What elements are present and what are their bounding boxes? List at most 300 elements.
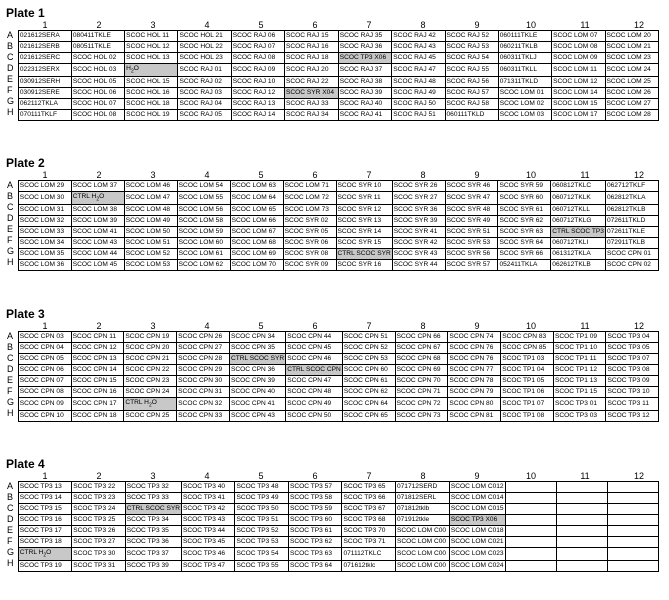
well-cell: SCOC TP3 49 [235, 493, 288, 504]
well-cell [505, 482, 556, 493]
well-cell: SCOC LOM 31 [18, 205, 71, 216]
well-cell: SCOC TP3 39 [125, 561, 181, 572]
well-cell: SCOC CPN 26 [177, 332, 230, 343]
well-cell: SCOC TP3 58 [288, 493, 341, 504]
well-cell: SCOC CPN 76 [448, 343, 501, 354]
table-row [18, 493, 658, 504]
well-cell: SCOC LOM 73 [283, 205, 336, 216]
table-row [18, 332, 658, 343]
well-cell: SCOC RAJ 36 [338, 42, 392, 53]
well-cell: SCOC TP3 45 [182, 537, 235, 548]
well-cell: SCOC CPN 28 [177, 354, 230, 365]
well-cell: SCOC LOM 53 [124, 260, 177, 271]
column-number: 7 [366, 321, 372, 331]
row-label: E [7, 375, 14, 385]
well-cell: SCOC TP3 24 [72, 504, 125, 515]
well-cell: SCOC RAJ 47 [392, 64, 445, 77]
well-cell: SCOC TP1 15 [554, 387, 606, 398]
well-cell: SCOC SYR 27 [392, 192, 445, 205]
well-cell: 071712SERD [395, 482, 449, 493]
well-cell: SCOC RAJ 10 [231, 77, 284, 88]
well-cell: SCOC HOL 12 [125, 42, 178, 53]
well-cell [556, 515, 607, 526]
well-cell: 052411TKLA [498, 260, 551, 271]
well-cell: SCOC LOM 54 [177, 181, 230, 192]
well-cell: SCOC CPN 66 [395, 332, 448, 343]
column-number: 1 [42, 471, 48, 481]
table-row [18, 216, 658, 227]
well-cell: SCOC TP3 X06 [449, 515, 505, 526]
well-cell: SCOC CPN 15 [71, 376, 124, 387]
well-cell: 060812TKLC [551, 181, 606, 192]
well-cell: SCOC TP3 57 [288, 482, 341, 493]
well-cell: SCOC RAJ 56 [445, 77, 498, 88]
well-cell: SCOC LOM 17 [552, 110, 605, 121]
table-row [18, 99, 658, 110]
row-label: D [7, 213, 14, 223]
well-cell: 062712TKLF [605, 181, 658, 192]
well-cell: SCOC LOM C00 [395, 537, 449, 548]
column-number: 10 [525, 170, 536, 180]
well-cell: SCOC RAJ 41 [338, 110, 392, 121]
well-cell: SCOC CPN 34 [229, 332, 285, 343]
column-number: 1 [42, 170, 48, 180]
well-cell: SCOC LOM 20 [605, 31, 659, 42]
well-cell: SCOC TP3 26 [72, 526, 125, 537]
well-cell [505, 493, 556, 504]
well-cell: SCOC LOM 29 [18, 181, 71, 192]
table-row [18, 561, 658, 572]
well-cell: SCOC LOM 14 [552, 88, 605, 99]
well-cell: SCOC CPN 16 [71, 387, 124, 398]
well-cell [556, 537, 607, 548]
well-cell: 062812TKLA [605, 192, 658, 205]
well-cell: SCOC LOM C012 [449, 482, 505, 493]
well-cell: SCOC SYR 16 [336, 260, 392, 271]
well-cell: SCOC LOM 47 [124, 192, 177, 205]
well-cell: SCOC HOL 23 [178, 53, 231, 64]
well-cell: SCOC TP3 63 [288, 548, 341, 561]
well-cell: SCOC RAJ 54 [445, 53, 498, 64]
well-cell: SCOC RAJ 12 [231, 88, 284, 99]
well-cell [505, 561, 556, 572]
well-cell: SCOC CPN 80 [448, 398, 501, 411]
row-label: H [7, 408, 14, 418]
well-cell: SCOC TP3 43 [182, 515, 235, 526]
well-cell: 030912SERH [18, 77, 71, 88]
table-row [18, 398, 658, 411]
well-cell: SCOC HOL 13 [125, 53, 178, 64]
well-cell: 072911TKLB [605, 238, 658, 249]
well-cell: SCOC TP1 07 [501, 398, 554, 411]
plate-grid [18, 30, 659, 121]
column-number: 11 [580, 321, 590, 331]
well-cell: SCOC TP3 08 [606, 365, 659, 376]
well-cell: SCOC LOM 07 [552, 31, 605, 42]
well-cell: SCOC LOM 52 [124, 249, 177, 260]
well-cell: SCOC TP1 10 [554, 343, 606, 354]
well-cell: SCOC TP3 09 [606, 376, 659, 387]
row-label: C [7, 503, 14, 513]
table-row [18, 238, 658, 249]
well-cell: SCOC TP3 59 [288, 504, 341, 515]
well-cell: SCOC LOM 70 [230, 260, 283, 271]
well-cell: SCOC CPN 62 [342, 387, 395, 398]
plate-title: Plate 4 [6, 457, 45, 471]
well-cell: CTRL SCOC TP3 [551, 227, 606, 238]
well-cell: SCOC TP1 12 [554, 365, 606, 376]
well-cell: SCOC CPN 73 [395, 411, 448, 422]
well-cell: SCOC CPN 83 [501, 332, 554, 343]
well-cell: 021612SERB [18, 42, 71, 53]
well-cell: SCOC LOM 44 [71, 249, 124, 260]
column-number: 12 [633, 321, 644, 331]
table-row [18, 88, 658, 99]
well-cell: SCOC TP3 65 [342, 482, 395, 493]
well-cell: SCOC LOM 02 [498, 99, 551, 110]
well-cell: SCOC RAJ 01 [178, 64, 231, 77]
row-label: B [7, 492, 14, 502]
well-cell: SCOC LOM 45 [71, 260, 124, 271]
well-cell: 022312SERX [18, 64, 71, 77]
well-cell: SCOC TP3 31 [72, 561, 125, 572]
well-cell: SCOC HOL 18 [125, 99, 178, 110]
well-cell [607, 526, 658, 537]
table-row [18, 376, 658, 387]
column-number: 3 [150, 170, 156, 180]
table-row [18, 64, 658, 77]
row-label: C [7, 202, 14, 212]
row-label: B [7, 41, 14, 51]
table-row [18, 354, 658, 365]
well-cell: SCOC CPN 40 [229, 387, 285, 398]
well-cell: SCOC TP3 48 [235, 482, 288, 493]
row-labels [6, 481, 18, 572]
well-cell: SCOC CPN 79 [448, 387, 501, 398]
well-cell: SCOC CPN 31 [177, 387, 230, 398]
column-number: 11 [580, 20, 590, 30]
well-cell: SCOC SYR 10 [336, 181, 392, 192]
well-cell: SCOC SYR 51 [445, 227, 498, 238]
well-cell: SCOC RAJ 07 [231, 42, 284, 53]
table-row [18, 482, 658, 493]
well-cell: SCOC LOM 67 [230, 227, 283, 238]
well-cell: SCOC CPN 30 [177, 376, 230, 387]
table-row [18, 365, 658, 376]
well-cell: SCOC CPN 27 [177, 343, 230, 354]
well-cell: SCOC TP3 04 [606, 332, 659, 343]
well-cell: SCOC TP3 64 [288, 561, 341, 572]
well-cell: SCOC LOM 39 [71, 216, 124, 227]
well-cell: SCOC TP3 16 [18, 515, 71, 526]
well-cell: SCOC SYR 43 [392, 249, 445, 260]
well-cell: SCOC LOM 59 [177, 227, 230, 238]
well-cell: SCOC TP3 68 [342, 515, 395, 526]
table-row [18, 387, 658, 398]
well-cell: SCOC CPN 10 [18, 411, 71, 422]
well-cell: SCOC SYR 62 [498, 216, 551, 227]
well-cell: SCOC TP3 27 [72, 537, 125, 548]
column-header [18, 321, 659, 331]
well-cell: SCOC LOM 11 [552, 64, 605, 77]
well-cell: SCOC SYR 64 [498, 238, 551, 249]
well-cell: SCOC TP3 70 [342, 526, 395, 537]
column-number: 9 [474, 471, 480, 481]
column-number: 10 [525, 20, 536, 30]
well-cell: SCOC RAJ 02 [178, 77, 231, 88]
well-cell: SCOC HOL 15 [125, 77, 178, 88]
column-number: 10 [525, 321, 536, 331]
well-cell: SCOC LOM 34 [18, 238, 71, 249]
well-cell: SCOC TP3 36 [125, 537, 181, 548]
well-cell: SCOC CPN 53 [342, 354, 395, 365]
plate-4 [6, 457, 659, 572]
well-cell: SCOC RAJ 57 [445, 88, 498, 99]
well-cell: SCOC SYR 60 [498, 192, 551, 205]
column-number: 12 [633, 170, 644, 180]
well-cell: SCOC RAJ 52 [445, 31, 498, 42]
well-cell: SCOC CPN 65 [342, 411, 395, 422]
well-cell: SCOC CPN 69 [395, 365, 448, 376]
table-row [18, 77, 658, 88]
row-label: G [7, 246, 15, 256]
well-cell: SCOC CPN 85 [501, 343, 554, 354]
well-cell: SCOC CPN 22 [124, 365, 177, 376]
row-label: C [7, 52, 14, 62]
row-label: H [7, 107, 14, 117]
well-cell: SCOC SYR 05 [283, 227, 336, 238]
well-cell: SCOC CPN 09 [18, 398, 71, 411]
well-cell: SCOC TP1 04 [501, 365, 554, 376]
column-number: 3 [150, 321, 156, 331]
well-cell: SCOC LOM 35 [18, 249, 71, 260]
well-cell [607, 504, 658, 515]
well-cell: SCOC TP3 X06 [338, 53, 392, 64]
well-cell: SCOC LOM 28 [605, 110, 659, 121]
row-label: G [7, 96, 15, 106]
well-cell: SCOC RAJ 50 [392, 99, 445, 110]
well-cell: SCOC LOM C00 [395, 561, 449, 572]
well-cell: SCOC LOM 46 [124, 181, 177, 192]
column-number: 8 [420, 170, 426, 180]
well-cell: SCOC LOM 48 [124, 205, 177, 216]
well-cell: CTRL $H_2O$ [124, 398, 177, 411]
well-cell: SCOC LOM 64 [230, 192, 283, 205]
well-cell: SCOC TP3 62 [288, 537, 341, 548]
well-cell: SCOC CPN 67 [395, 343, 448, 354]
row-label: E [7, 224, 14, 234]
well-cell: SCOC HOL 05 [71, 77, 124, 88]
well-cell: SCOC CPN 72 [395, 398, 448, 411]
well-cell: SCOC CPN 81 [448, 411, 501, 422]
well-cell: SCOC CPN 13 [71, 354, 124, 365]
well-cell: SCOC SYR 42 [392, 238, 445, 249]
well-cell: CTRL SCOC SYR [229, 354, 285, 365]
well-cell: SCOC SYR 57 [445, 260, 498, 271]
well-cell: SCOC RAJ 35 [338, 31, 392, 42]
well-cell: SCOC LOM 27 [605, 99, 659, 110]
well-cell: SCOC SYR 02 [283, 216, 336, 227]
table-row [18, 181, 658, 192]
well-cell: SCOC HOL 02 [71, 53, 124, 64]
well-cell: SCOC CPN 49 [286, 398, 343, 411]
row-label: A [7, 180, 14, 190]
well-cell: SCOC LOM 66 [230, 216, 283, 227]
well-cell: SCOC LOM 58 [177, 216, 230, 227]
well-cell: SCOC CPN 64 [342, 398, 395, 411]
table-row [18, 411, 658, 422]
well-cell: 071112TKLC [342, 548, 395, 561]
well-cell: $H_2O$ [125, 64, 178, 77]
well-cell: SCOC LOM 21 [605, 42, 659, 53]
well-cell: 072611TKLE [605, 227, 658, 238]
well-cell: 060712TKLL [551, 205, 606, 216]
row-label: F [7, 536, 13, 546]
column-header [18, 170, 659, 180]
well-cell: SCOC LOM 43 [71, 238, 124, 249]
well-cell: 070111TKLF [18, 110, 71, 121]
well-cell: SCOC CPN 77 [448, 365, 501, 376]
well-cell: SCOC LOM C021 [449, 537, 505, 548]
well-cell: SCOC RAJ 05 [178, 110, 231, 121]
well-cell: SCOC CPN 35 [229, 343, 285, 354]
well-cell: SCOC TP3 19 [18, 561, 71, 572]
well-cell: SCOC SYR 53 [445, 238, 498, 249]
well-cell: SCOC TP3 50 [235, 504, 288, 515]
well-cell: SCOC SYR 61 [498, 205, 551, 216]
well-cell: SCOC LOM 32 [18, 216, 71, 227]
row-label: B [7, 191, 14, 201]
well-cell: SCOC LOM 71 [283, 181, 336, 192]
row-label: G [7, 397, 15, 407]
well-cell: SCOC TP3 03 [554, 411, 606, 422]
well-cell: SCOC CPN 17 [71, 398, 124, 411]
well-cell [556, 548, 607, 561]
well-cell: CTRL $H_2O$ [18, 548, 71, 561]
well-cell: SCOC SYR 39 [392, 216, 445, 227]
well-cell: SCOC LOM 12 [552, 77, 605, 88]
column-number: 5 [258, 20, 264, 30]
column-number: 4 [204, 471, 210, 481]
column-number: 8 [420, 20, 426, 30]
well-cell: SCOC TP3 33 [125, 493, 181, 504]
well-cell: SCOC HOL 16 [125, 88, 178, 99]
column-number: 12 [633, 471, 644, 481]
column-number: 5 [258, 471, 264, 481]
row-label: G [7, 547, 15, 557]
well-cell: 021612SERA [18, 31, 71, 42]
well-cell: 060712TKLI [551, 238, 606, 249]
well-cell: SCOC SYR X04 [284, 88, 338, 99]
column-number: 1 [42, 20, 48, 30]
well-cell: SCOC RAJ 20 [284, 64, 338, 77]
well-cell: SCOC CPN 43 [229, 411, 285, 422]
well-cell: 062612TKLB [551, 260, 606, 271]
column-number: 7 [366, 471, 372, 481]
well-cell: SCOC SYR 09 [283, 260, 336, 271]
row-label: A [7, 30, 14, 40]
table-row [18, 31, 658, 42]
well-cell: SCOC SYR 15 [336, 238, 392, 249]
well-cell: SCOC TP3 15 [18, 504, 71, 515]
row-label: A [7, 331, 14, 341]
well-cell: SCOC LOM 33 [18, 227, 71, 238]
well-cell: SCOC TP1 08 [501, 411, 554, 422]
well-cell: SCOC LOM 37 [71, 181, 124, 192]
well-cell: SCOC CPN 11 [71, 332, 124, 343]
well-cell: SCOC HOL 06 [71, 88, 124, 99]
well-cell: SCOC LOM 62 [177, 260, 230, 271]
well-cell: SCOC SYR 41 [392, 227, 445, 238]
well-cell: SCOC CPN 52 [342, 343, 395, 354]
well-cell: SCOC RAJ 08 [231, 53, 284, 64]
well-cell: SCOC RAJ 16 [284, 42, 338, 53]
well-cell: 060111TKLD [445, 110, 498, 121]
column-number: 2 [96, 170, 102, 180]
well-cell: SCOC SYR 63 [498, 227, 551, 238]
column-number: 3 [150, 471, 156, 481]
plate-title: Plate 3 [6, 307, 45, 321]
well-cell: SCOC CPN 03 [18, 332, 71, 343]
column-number: 9 [474, 321, 480, 331]
well-cell: SCOC LOM 23 [605, 53, 659, 64]
well-cell: CTRL SCOC SYR [125, 504, 181, 515]
well-cell: SCOC CPN 32 [177, 398, 230, 411]
well-cell: SCOC TP3 23 [72, 493, 125, 504]
well-cell: SCOC TP3 37 [125, 548, 181, 561]
row-labels [6, 180, 18, 271]
well-cell: SCOC TP1 13 [554, 376, 606, 387]
well-cell: SCOC TP3 30 [72, 548, 125, 561]
row-label: H [7, 257, 14, 267]
table-row [18, 343, 658, 354]
well-cell: SCOC SYR 59 [498, 181, 551, 192]
well-cell: 060712TKLK [551, 192, 606, 205]
well-cell: SCOC TP3 34 [125, 515, 181, 526]
well-cell: SCOC RAJ 48 [392, 77, 445, 88]
well-cell: SCOC SYR 49 [445, 216, 498, 227]
well-cell: SCOC LOM C023 [449, 548, 505, 561]
well-cell: SCOC CPN 01 [605, 249, 658, 260]
plate-grid [18, 481, 659, 572]
well-cell: SCOC LOM 15 [552, 99, 605, 110]
well-cell: SCOC CPN 41 [229, 398, 285, 411]
row-label: H [7, 558, 14, 568]
well-cell: 060111TKLE [498, 31, 551, 42]
well-cell: 060311TKLL [498, 64, 551, 77]
well-cell: SCOC CPN 07 [18, 376, 71, 387]
well-cell [556, 526, 607, 537]
column-number: 9 [474, 170, 480, 180]
well-cell: SCOC SYR 26 [392, 181, 445, 192]
well-cell: SCOC TP3 22 [72, 482, 125, 493]
well-cell: 071812SERL [395, 493, 449, 504]
well-cell: SCOC TP1 03 [501, 354, 554, 365]
well-cell: SCOC LOM C014 [449, 493, 505, 504]
well-cell: SCOC LOM C018 [449, 526, 505, 537]
well-cell: SCOC LOM 55 [177, 192, 230, 205]
column-number: 4 [204, 20, 210, 30]
well-cell: SCOC TP1 05 [501, 376, 554, 387]
well-cell: SCOC LOM 60 [177, 238, 230, 249]
well-cell: SCOC LOM 49 [124, 216, 177, 227]
plate-3 [6, 307, 659, 422]
well-cell: SCOC TP3 14 [18, 493, 71, 504]
well-cell: SCOC CPN 76 [448, 354, 501, 365]
well-cell: SCOC TP3 35 [125, 526, 181, 537]
well-cell: SCOC HOL 19 [125, 110, 178, 121]
well-cell: SCOC TP3 01 [554, 398, 606, 411]
